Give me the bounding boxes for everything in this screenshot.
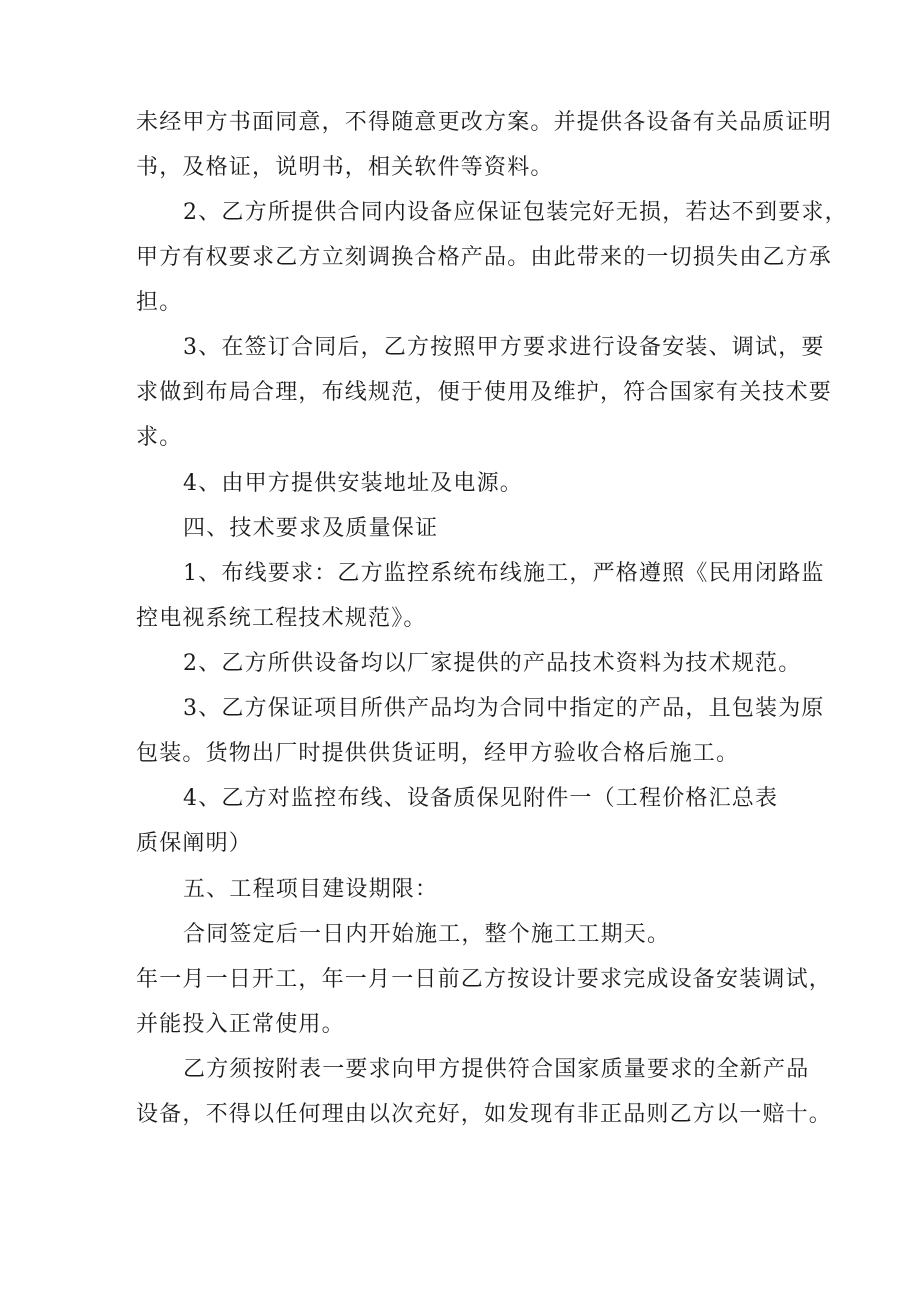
text-line-21: 并能投入正常使用。 bbox=[136, 1012, 345, 1037]
text-line-14: 3、乙方保证项目所供产品均为合同中指定的产品，且包装为原 bbox=[183, 696, 825, 721]
text-line-20: 年一月一日开工，年一月一日前乙方按设计要求完成设备安装调试， bbox=[136, 967, 833, 992]
text-line-23: 设备，不得以任何理由以次充好，如发现有非正品则乙方以一赔十。 bbox=[136, 1102, 833, 1127]
text-line-19: 合同签定后一日内开始施工，整个施工工期天。 bbox=[183, 922, 671, 947]
text-line-3: 2、乙方所提供合同内设备应保证包装完好无损，若达不到要求， bbox=[183, 200, 848, 225]
text-line-15: 包装。货物出厂时提供供货证明，经甲方验收合格后施工。 bbox=[136, 741, 740, 766]
text-line-12: 控电视系统工程技术规范》。 bbox=[136, 606, 427, 631]
text-line-22: 乙方须按附表一要求向甲方提供符合国家质量要求的全新产品 bbox=[183, 1057, 810, 1082]
text-line-17: 质保阐明） bbox=[136, 831, 253, 856]
text-line-7: 求做到布局合理，布线规范，便于使用及维护，符合国家有关技术要 bbox=[136, 380, 833, 405]
text-line-6: 3、在签订合同后，乙方按照甲方要求进行设备安装、调试，要 bbox=[183, 335, 825, 360]
text-line-9: 4、由甲方提供安装地址及电源。 bbox=[183, 471, 523, 496]
section-heading-5: 五、工程项目建设期限： bbox=[183, 877, 439, 902]
text-line-13: 2、乙方所供设备均以厂家提供的产品技术资料为技术规范。 bbox=[183, 651, 802, 676]
text-line-16: 4、乙方对监控布线、设备质保见附件一（工程价格汇总表 bbox=[183, 786, 779, 811]
text-line-4: 甲方有权要求乙方立刻调换合格产品。由此带来的一切损失由乙方承 bbox=[136, 245, 833, 270]
text-line-2: 书，及格证，说明书，相关软件等资料。 bbox=[136, 155, 554, 180]
text-line-5: 担。 bbox=[136, 290, 183, 315]
text-line-1: 未经甲方书面同意，不得随意更改方案。并提供各设备有关品质证明 bbox=[136, 110, 833, 135]
text-line-11: 1、布线要求：乙方监控系统布线施工，严格遵照《民用闭路监 bbox=[183, 561, 825, 586]
text-line-8: 求。 bbox=[136, 425, 183, 450]
section-heading-4: 四、技术要求及质量保证 bbox=[183, 516, 439, 541]
